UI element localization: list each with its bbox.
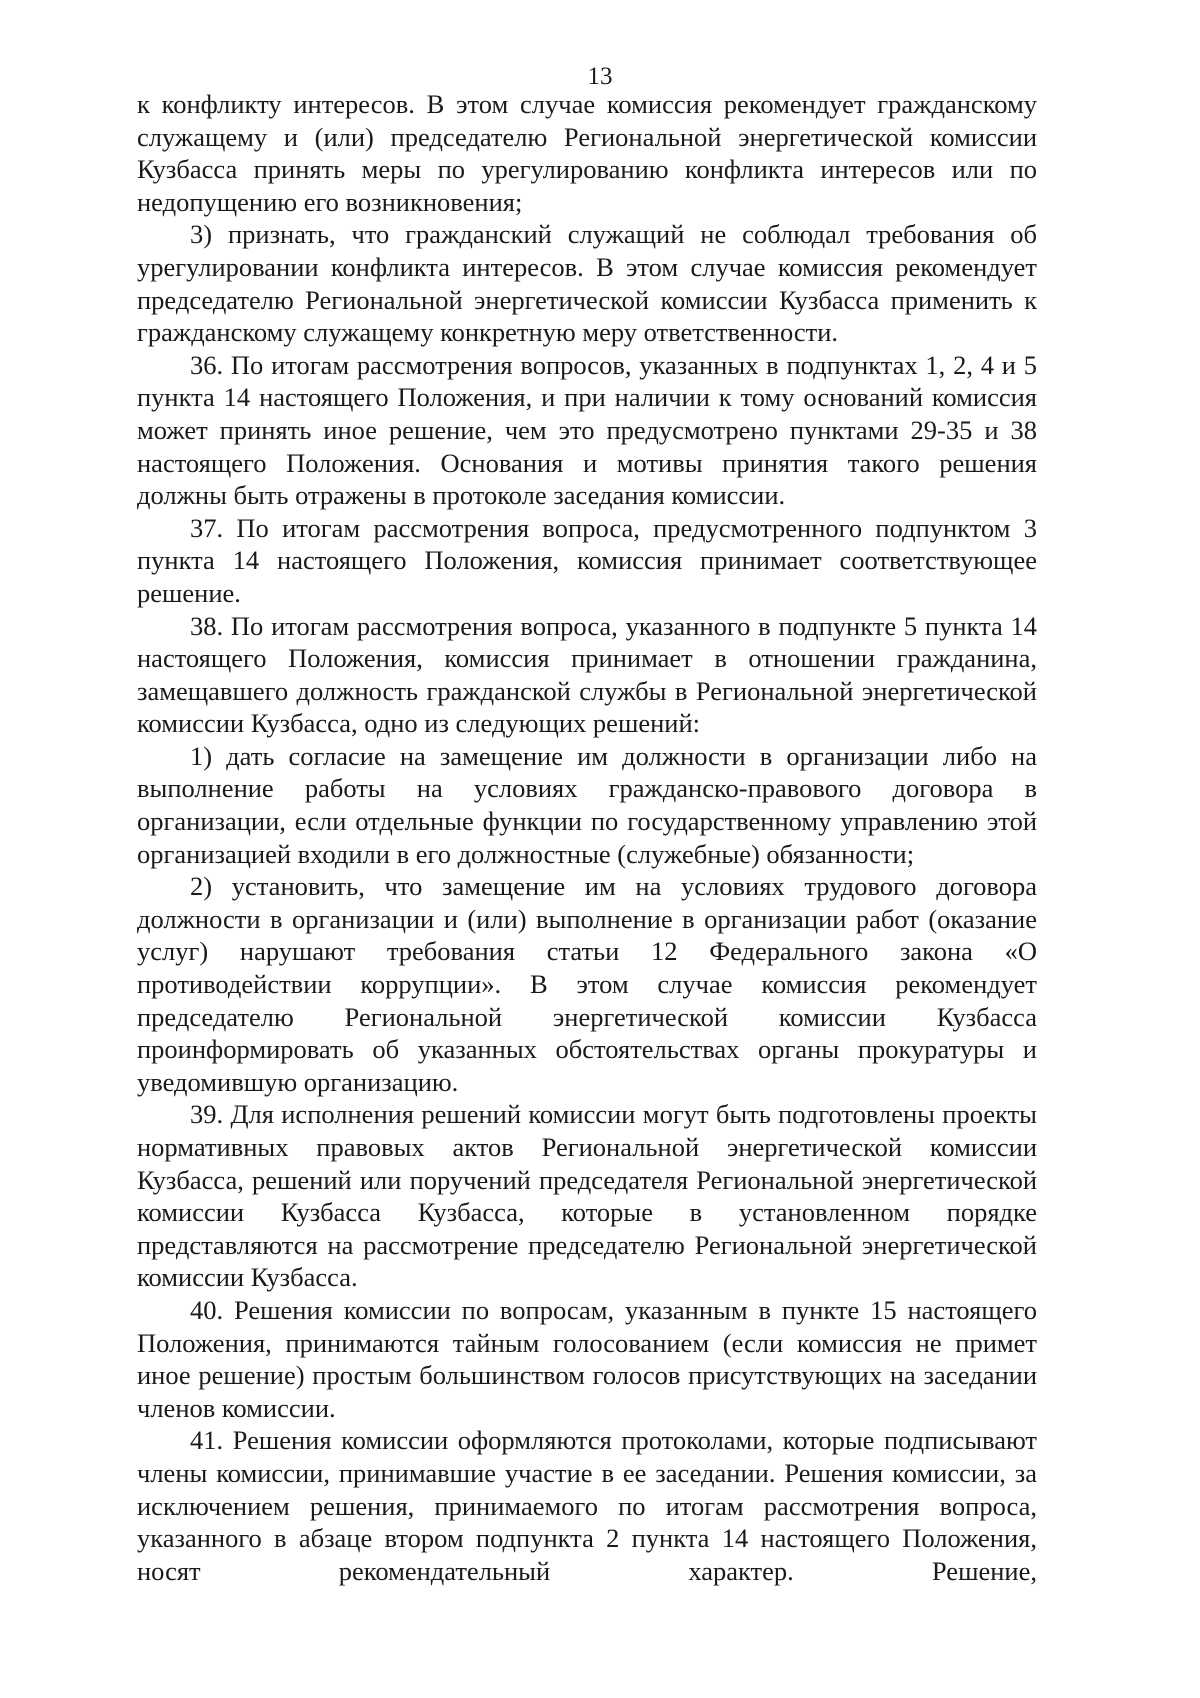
page-number: 13	[587, 63, 613, 90]
paragraph-39: 39. Для исполнения решений комиссии могут быть подготовлены проекты нормативных правовых актов Региональной энергетической комиссии Кузбасса, решений или поручений председателя Региональной энергетической комиссии Кузбасса Кузбасса, которые в установленном порядке представляются на рассмотрение председателю Региональной энергетической комиссии Кузбасса.	[137, 1099, 1037, 1293]
paragraph-41: 41. Решения комиссии оформляются протоколами, которые подписывают члены комиссии, принимавшие участие в ее заседании. Решения комиссии, за исключением решения, принимаемого по итогам рассмотрения вопроса, указанного в абзаце втором подпункта 2 пункта 14 настоящего Положения, носят рекомендательный характер. Решение,	[137, 1425, 1037, 1586]
paragraph-40: 40. Решения комиссии по вопросам, указанным в пункте 15 настоящего Положения, принимаются тайным голосованием (если комиссия не примет иное решение) простым большинством голосов присутствующих на заседании членов комиссии.	[137, 1294, 1037, 1423]
document-body	[137, 88, 1037, 1587]
paragraph-subitem-3: 3) признать, что гражданский служащий не соблюдал требования об урегулировании конфликта интересов. В этом случае комиссия рекомендует председателю Региональной энергетической комиссии Кузбасса применить к гражданскому служащему конкретную меру ответственности.	[137, 219, 1037, 348]
paragraph-38: 38. По итогам рассмотрения вопроса, указанного в подпункте 5 пункта 14 настоящего Положения, комиссия принимает в отношении гражданина, замещавшего должность гражданской службы в Региональной энергетической комиссии Кузбасса, одно из следующих решений:	[137, 610, 1037, 739]
paragraph-continuation: к конфликту интересов. В этом случае комиссия рекомендует гражданскому служащему и (или) председателю Региональной энергетической комиссии Кузбасса принять меры по урегулированию конфликта интересов или по недопущению его возникновения;	[137, 89, 1037, 217]
paragraph-38-subitem-1: 1) дать согласие на замещение им должности в организации либо на выполнение работы на условиях гражданско-правового договора в организации, если отдельные функции по государственному управлению этой организацией входили в его должностные (служебные) обязанности;	[137, 740, 1037, 869]
paragraph-37: 37. По итогам рассмотрения вопроса, предусмотренного подпунктом 3 пункта 14 настоящего Положения, комиссия принимает соответствующее решение.	[137, 512, 1037, 608]
paragraph-36: 36. По итогам рассмотрения вопросов, указанных в подпунктах 1, 2, 4 и 5 пункта 14 настоящего Положения, и при наличии к тому оснований комиссия может принять иное решение, чем это предусмотрено пунктами 29-35 и 38 настоящего Положения. Основания и мотивы принятия такого решения должны быть отражены в протоколе заседания комиссии.	[137, 349, 1037, 511]
paragraph-38-subitem-2: 2) установить, что замещение им на условиях трудового договора должности в организации и (или) выполнение в организации работ (оказание услуг) нарушают требования статьи 12 Федерального закона «О противодействии коррупции». В этом случае комиссия рекомендует председателю Региональной энергетической комиссии Кузбасса проинформировать об указанных обстоятельствах органы прокуратуры и уведомившую организацию.	[137, 871, 1037, 1097]
